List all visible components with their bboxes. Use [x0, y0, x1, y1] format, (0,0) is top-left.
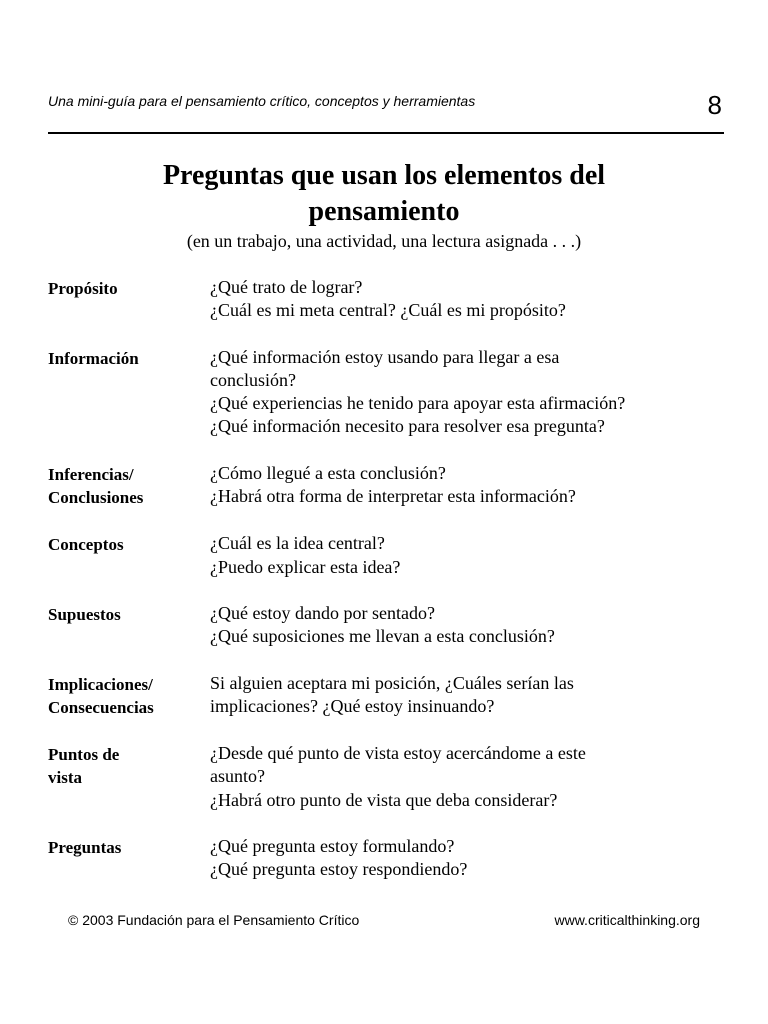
page-header: [48, 88, 724, 134]
question-line: ¿Cuál es mi meta central? ¿Cuál es mi propósito?: [210, 300, 566, 321]
element-row: [48, 742, 728, 812]
element-label: [48, 672, 210, 720]
element-questions: [210, 672, 728, 720]
question-line: ¿Qué experiencias he tenido para apoyar esta afirmación?: [210, 393, 626, 414]
question-line: Si alguien aceptara mi posición, ¿Cuáles serían las: [210, 672, 574, 693]
question-line: ¿Desde qué punto de vista estoy acercándome a este: [210, 743, 586, 764]
page-number: 8: [707, 90, 722, 120]
page-title-line: pensamiento: [308, 196, 460, 227]
element-label-line: Consecuencias: [48, 697, 154, 717]
element-row: [48, 672, 728, 720]
element-label: [48, 602, 210, 649]
questions-table: [48, 276, 728, 905]
element-questions: [210, 742, 728, 812]
question-line: ¿Habrá otro punto de vista que deba considerar?: [210, 789, 558, 810]
page-title-line: Preguntas que usan los elementos del: [162, 160, 606, 191]
question-line: ¿Cómo llegué a esta conclusión?: [210, 462, 446, 483]
element-label-line: Preguntas: [48, 838, 122, 858]
element-label: [48, 835, 210, 882]
question-line: ¿Qué trato de lograr?: [210, 277, 363, 297]
question-line: implicaciones? ¿Qué estoy insinuando?: [210, 695, 495, 716]
element-label: [48, 276, 210, 323]
element-label-line: Supuestos: [48, 604, 121, 624]
element-label: [48, 462, 210, 510]
element-label-line: Conclusiones: [48, 488, 144, 508]
header-title: Una mini-guía para el pensamiento crítico, conceptos y herramientas: [48, 93, 476, 109]
element-questions: [210, 602, 728, 649]
question-line: ¿Cuál es la idea central?: [210, 533, 385, 554]
element-label-line: Puntos de: [48, 745, 120, 765]
element-questions: [210, 276, 728, 323]
question-line: ¿Qué estoy dando por sentado?: [210, 602, 435, 623]
element-row: [48, 835, 728, 882]
element-label-line: Propósito: [48, 279, 118, 298]
question-line: ¿Qué información estoy usando para llegar a esa: [210, 346, 560, 367]
question-line: ¿Puedo explicar esta idea?: [210, 556, 401, 577]
element-label-line: Inferencias/: [48, 464, 134, 484]
element-questions: [210, 532, 728, 579]
element-label: [48, 532, 210, 579]
element-label-line: vista: [48, 768, 82, 788]
element-row: [48, 602, 728, 649]
element-row: [48, 276, 728, 323]
question-line: ¿Qué suposiciones me llevan a esta conclusión?: [210, 626, 555, 647]
element-row: [48, 346, 728, 439]
question-line: ¿Qué información necesito para resolver esa pregunta?: [210, 416, 605, 437]
question-line: ¿Qué pregunta estoy formulando?: [210, 836, 455, 857]
element-label: [48, 346, 210, 439]
page-title: [0, 158, 768, 230]
question-line: ¿Qué pregunta estoy respondiendo?: [210, 859, 468, 880]
element-row: [48, 532, 728, 579]
element-label: [48, 742, 210, 812]
question-line: ¿Habrá otra forma de interpretar esta información?: [210, 486, 576, 507]
element-label-line: Información: [48, 348, 139, 368]
element-questions: [210, 462, 728, 510]
question-line: asunto?: [210, 766, 265, 787]
footer-copyright: © 2003 Fundación para el Pensamiento Crítico: [68, 912, 360, 928]
element-row: [48, 462, 728, 510]
question-line: conclusión?: [210, 369, 296, 390]
element-questions: [210, 835, 728, 882]
element-questions: [210, 346, 728, 439]
element-label-line: Conceptos: [48, 535, 124, 555]
element-label-line: Implicaciones/: [48, 674, 153, 694]
footer-url: www.criticalthinking.org: [554, 912, 700, 928]
page-subtitle: (en un trabajo, una actividad, una lectura asignada . . .): [186, 231, 582, 251]
